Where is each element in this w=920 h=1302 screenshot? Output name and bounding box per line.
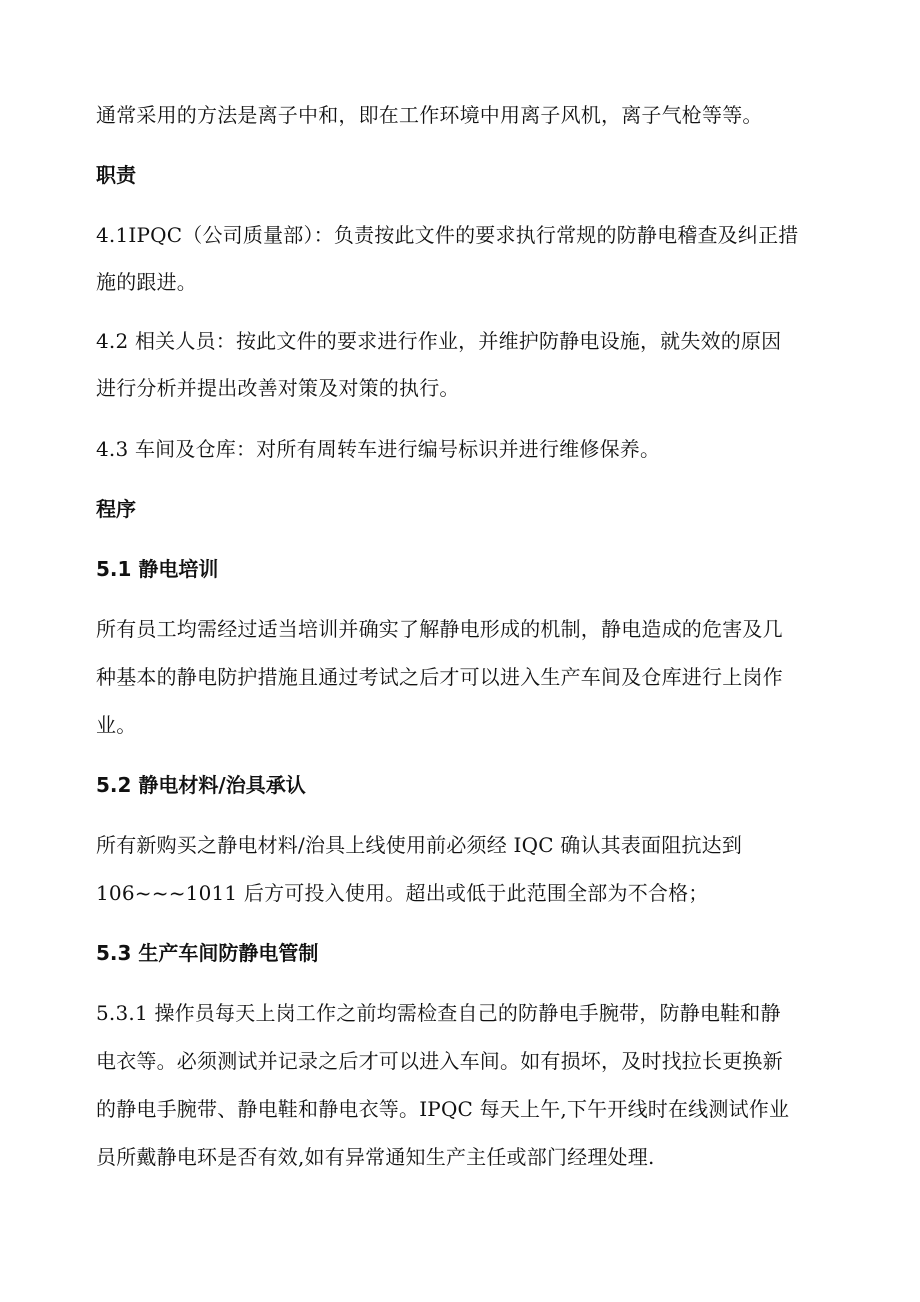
paragraph-5-2-line-1: 所有新购买之静电材料/治具上线使用前必须经 IQC 确认其表面阻抗达到: [96, 833, 743, 857]
paragraph-5-3-1-line-4: 员所戴静电环是否有效,如有异常通知生产主任或部门经理处理.: [96, 1145, 655, 1169]
paragraph-ion-neutralization: 通常采用的方法是离子中和，即在工作环境中用离子风机，离子气枪等等。: [96, 103, 763, 127]
heading-5-2: 5.2 静电材料/治具承认: [96, 773, 306, 797]
paragraph-5-3-1-line-1: 5.3.1 操作员每天上岗工作之前均需检查自己的防静电手腕带，防静电鞋和静: [96, 1001, 781, 1025]
paragraph-5-1-line-3: 业。: [96, 713, 137, 737]
paragraph-5-3-1-line-2: 电衣等。必须测试并记录之后才可以进入车间。如有损坏，及时找拉长更换新: [96, 1049, 783, 1073]
heading-5-1: 5.1 静电培训: [96, 557, 219, 581]
paragraph-4-1-line-1: 4.1IPQC（公司质量部）：负责按此文件的要求执行常规的防静电稽查及纠正措: [96, 223, 799, 247]
paragraph-5-2-line-2: 106~~~1011 后方可投入使用。超出或低于此范围全部为不合格；: [96, 881, 709, 905]
paragraph-5-1-line-1: 所有员工均需经过适当培训并确实了解静电形成的机制，静电造成的危害及几: [96, 617, 783, 641]
paragraph-4-1-line-2: 施的跟进。: [96, 270, 197, 294]
paragraph-4-2-line-2: 进行分析并提出改善对策及对策的执行。: [96, 376, 460, 400]
heading-procedure: 程序: [96, 497, 136, 521]
paragraph-5-3-1-line-3: 的静电手腕带、静电鞋和静电衣等。IPQC 每天上午,下午开线时在线测试作业: [96, 1097, 790, 1121]
paragraph-4-2-line-1: 4.2 相关人员：按此文件的要求进行作业，并维护防静电设施，就失效的原因: [96, 329, 782, 353]
paragraph-5-1-line-2: 种基本的静电防护措施且通过考试之后才可以进入生产车间及仓库进行上岗作: [96, 665, 783, 689]
paragraph-4-3: 4.3 车间及仓库：对所有周转车进行编号标识并进行维修保养。: [96, 437, 661, 461]
heading-5-3: 5.3 生产车间防静电管制: [96, 941, 319, 965]
heading-responsibility: 职责: [96, 163, 136, 187]
